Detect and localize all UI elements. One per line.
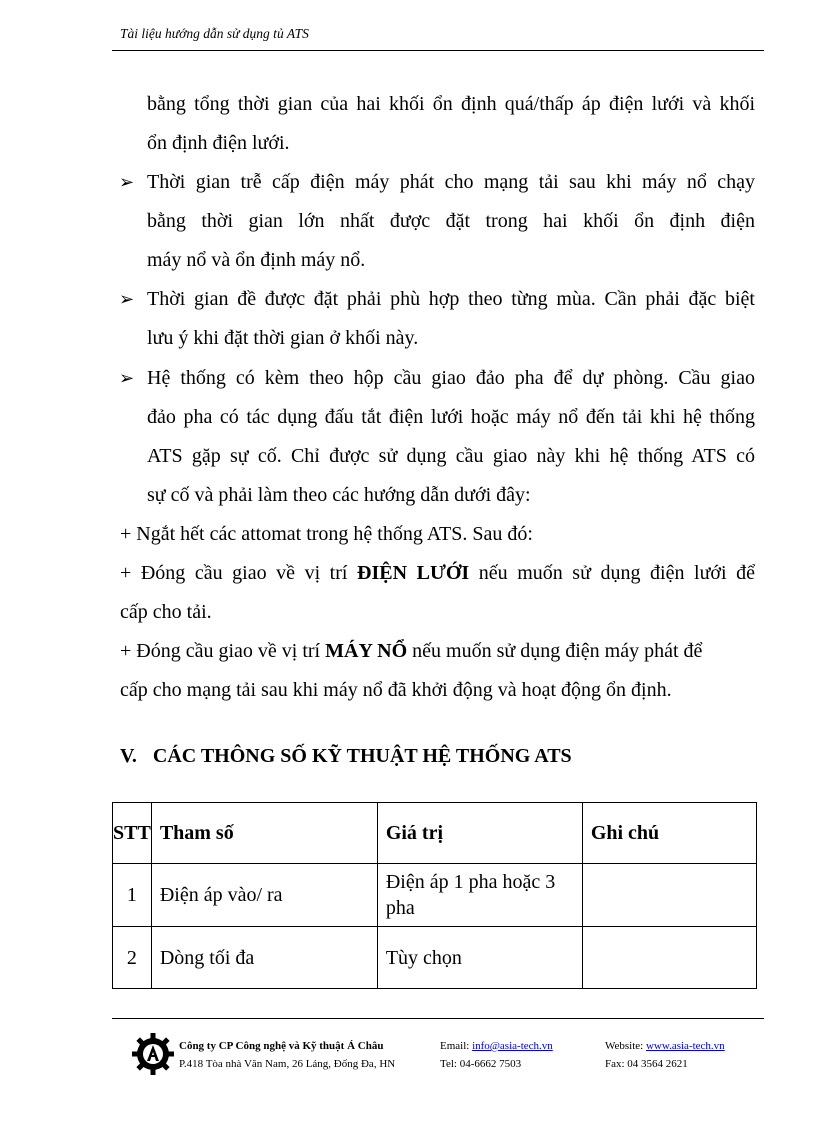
- bullet-1-line: máy nổ và ổn định máy nổ.: [147, 249, 366, 271]
- table-row: [113, 927, 757, 989]
- plus-item-3-text: + Đóng cầu giao về vị trí: [120, 640, 326, 662]
- bullet-3-line: đảo pha có tác dụng đấu tắt điện lưới hoặc máy nổ đến tải khi hệ thống: [147, 406, 755, 428]
- specs-table: [112, 802, 757, 989]
- cell-note: [582, 927, 756, 989]
- cell-param: Điện áp vào/ ra: [151, 864, 377, 927]
- bullet-3-line: sự cố và phải làm theo các hướng dẫn dưới đây:: [147, 484, 531, 506]
- footer-website-label: Website:: [605, 1040, 646, 1052]
- footer-tel: Tel: 04-6662 7503: [440, 1058, 522, 1070]
- plus-item-3: [120, 639, 702, 663]
- plus-item-2-bold: ĐIỆN LƯỚI: [357, 562, 470, 584]
- section-heading: [120, 745, 572, 768]
- bullet-3-line: ATS gặp sự cố. Chỉ được sử dụng cầu giao này khi hệ thống ATS có: [147, 445, 755, 467]
- plus-item-2-text: nếu muốn sử dụng điện lưới để: [469, 562, 756, 584]
- header-cell-stt: STT: [113, 803, 152, 864]
- footer-fax: Fax: 04 3564 2621: [605, 1058, 688, 1070]
- table-header-row: [113, 803, 757, 864]
- bullet-3-line: Hệ thống có kèm theo hộp cầu giao đảo pha để dự phòng. Cầu giao: [147, 367, 755, 389]
- table-row: [113, 864, 757, 927]
- cell-value: Điện áp 1 pha hoặc 3 pha: [377, 864, 582, 927]
- footer-address: P.418 Tòa nhà Văn Nam, 26 Láng, Đống Đa, HN: [179, 1058, 396, 1070]
- cell-param: Dòng tối đa: [151, 927, 377, 989]
- bullet-2-line: Thời gian đề được đặt phải phù hợp theo từng mùa. Cần phải đặc biệt: [147, 288, 755, 310]
- body-line: bằng tổng thời gian của hai khối ổn định quá/thấp áp điện lưới và khối: [147, 93, 755, 115]
- plus-item-3-text: nếu muốn sử dụng điện máy phát để: [407, 640, 703, 662]
- bullet-1-line: bằng thời gian lớn nhất được đặt trong hai khối ổn định điện: [147, 210, 755, 232]
- header-cell-value: Giá trị: [377, 803, 582, 864]
- arrow-bullet-icon: ➢: [119, 368, 135, 388]
- plus-item-3-bold: MÁY NỔ: [325, 640, 408, 662]
- plus-item-3-line2: cấp cho mạng tải sau khi máy nổ đã khởi động và hoạt động ổn định.: [120, 679, 672, 701]
- arrow-bullet-icon: ➢: [119, 289, 135, 309]
- footer-email-label: Email:: [440, 1040, 473, 1052]
- cell-value: Tùy chọn: [377, 927, 582, 989]
- header-divider: [112, 50, 764, 51]
- section-number: V.: [120, 745, 137, 767]
- bullet-2-line: lưu ý khi đặt thời gian ở khối này.: [147, 327, 419, 349]
- cell-stt: 1: [113, 864, 152, 927]
- header-cell-param: Tham số: [151, 803, 377, 864]
- footer-website: [605, 1040, 725, 1052]
- arrow-bullet-icon: ➢: [119, 172, 135, 192]
- cell-stt: 2: [113, 927, 152, 989]
- body-line: ổn định điện lưới.: [147, 132, 290, 154]
- footer-email: [440, 1040, 553, 1052]
- plus-item-2: [120, 561, 755, 585]
- plus-item-2-text: + Đóng cầu giao về vị trí: [120, 562, 358, 584]
- website-link[interactable]: www.asia-tech.vn: [645, 1040, 725, 1052]
- email-link[interactable]: info@asia-tech.vn: [472, 1040, 553, 1052]
- plus-item-2-line2: cấp cho tải.: [120, 601, 212, 623]
- section-title: CÁC THÔNG SỐ KỸ THUẬT HỆ THỐNG ATS: [152, 745, 572, 767]
- company-logo-icon: [131, 1032, 175, 1076]
- footer-company-name: Công ty CP Công nghệ và Kỹ thuật Á Châu: [179, 1040, 384, 1052]
- bullet-1-line: Thời gian trễ cấp điện máy phát cho mạng tải sau khi máy nổ chạy: [147, 171, 755, 193]
- cell-note: [582, 864, 756, 927]
- footer-divider: [112, 1018, 764, 1019]
- plus-item-1: + Ngắt hết các attomat trong hệ thống ATS. Sau đó:: [120, 523, 533, 545]
- page-header-title: Tài liệu hướng dẫn sử dụng tủ ATS: [120, 26, 309, 41]
- header-cell-note: Ghi chú: [582, 803, 756, 864]
